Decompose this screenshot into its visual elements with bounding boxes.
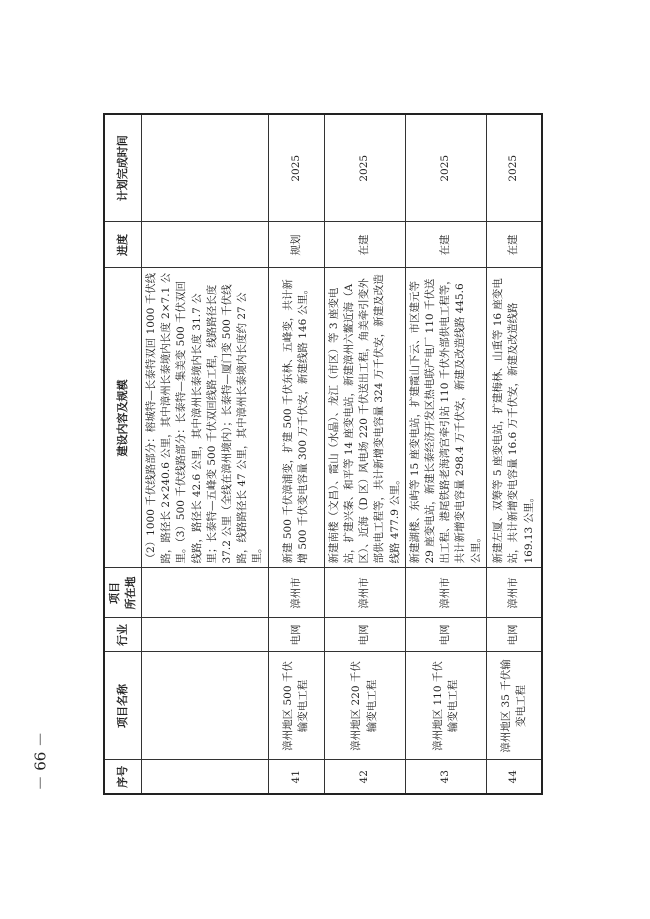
header-industry: 行业 — [104, 618, 141, 652]
row-industry: 电网 — [405, 618, 486, 652]
header-name: 项目名称 — [104, 652, 141, 760]
row-no: 43 — [405, 760, 486, 794]
row-name: 漳州地区 500 千伏输变电工程 — [268, 652, 324, 760]
row-scope: 新建左厦、双筹等 5 座变电站，扩建梅林、山重等 16 座变电站，共计新增变电容量 16.6 万千伏安，新建及改造线路 169.13 公里。 — [486, 268, 542, 568]
rotated-table-container — [103, 115, 533, 795]
row-industry — [141, 618, 268, 652]
row-time: 2025 — [324, 114, 405, 222]
row-industry: 电网 — [324, 618, 405, 652]
header-time: 计划完成时间 — [104, 114, 141, 222]
row-progress: 在建 — [324, 222, 405, 268]
row-name — [141, 652, 268, 760]
header-scope: 建设内容及规模 — [104, 268, 141, 568]
row-name: 漳州地区 110 千伏输变电工程 — [405, 652, 486, 760]
table-header-row — [104, 114, 141, 794]
row-name: 漳州地区 35 千伏输变电工程 — [486, 652, 542, 760]
row-no: 44 — [486, 760, 542, 794]
row-scope: 新建 500 千伏漳浦变，扩建 500 千伏东林、五峰变，共计新增 500 千伏变电容量 300 万千伏安，新建线路 146 公里。 — [268, 268, 324, 568]
row-time: 2025 — [268, 114, 324, 222]
row-location: 漳州市 — [268, 568, 324, 618]
row-location: 漳州市 — [324, 568, 405, 618]
row-scope: （2）1000 千伏线路部分：榕城特—长泰特双回 1000 千伏线路，路径长 2×240.6 公里，其中漳州长泰境内长度 2×7.1 公里。（3）500 千伏线路部分：长泰特—集美变 500 千伏双回线路，路径长 42.6 公里，其中漳州长泰境内长度 31.7 公里；长泰特—五峰变 500 千伏双回线路工程，线路路径长度 37.2 公里（全线在漳州境内）；长泰特—厦门变 500 千伏线路，线路路径长 47 公里，其中漳州长泰境内长度约 27 公里。 — [141, 268, 268, 568]
header-progress: 进度 — [104, 222, 141, 268]
row-location: 漳州市 — [486, 568, 542, 618]
row-time — [141, 114, 268, 222]
table-row — [405, 114, 486, 794]
header-no: 序号 — [104, 760, 141, 794]
row-no — [141, 760, 268, 794]
row-progress — [141, 222, 268, 268]
row-time: 2025 — [405, 114, 486, 222]
page-number: － 66 － — [31, 731, 50, 791]
row-industry: 电网 — [486, 618, 542, 652]
table-row — [141, 114, 268, 794]
row-location — [141, 568, 268, 618]
row-no: 41 — [268, 760, 324, 794]
row-location: 漳州市 — [405, 568, 486, 618]
row-scope: 新建湖楼、东屿等 15 座变电站，扩建霞山下云、市区建元等 29 座变电站，新建长泰经济开发区热电联产电厂 110 千伏送出工程、港尾铁路老海湾宫牵引站 110 千伏外部供电工程等，共计新增变电容量 298.4 万千伏安，新建及改造线路 445.6 公里。 — [405, 268, 486, 568]
row-no: 42 — [324, 760, 405, 794]
table-row — [324, 114, 405, 794]
row-scope: 新建南楼（文昌）、霞山（水晶）、龙江（市区）等 3 座变电站，扩建兴秦、和平等 14 座变电站，新建漳州六鳌近海（A 区）、近海（D 区）风电场 220 千伏送出工程，角美牵引变外部供电工程等，共计新增变电容量 324 万千伏安，新建及改造线路 477.9 公里。 — [324, 268, 405, 568]
header-location: 项目 所在地 — [104, 568, 141, 618]
row-progress: 规划 — [268, 222, 324, 268]
table-row — [486, 114, 542, 794]
table-row — [268, 114, 324, 794]
project-table — [103, 113, 543, 795]
row-time: 2025 — [486, 114, 542, 222]
row-progress: 在建 — [486, 222, 542, 268]
row-progress: 在建 — [405, 222, 486, 268]
row-name: 漳州地区 220 千伏输变电工程 — [324, 652, 405, 760]
row-industry: 电网 — [268, 618, 324, 652]
